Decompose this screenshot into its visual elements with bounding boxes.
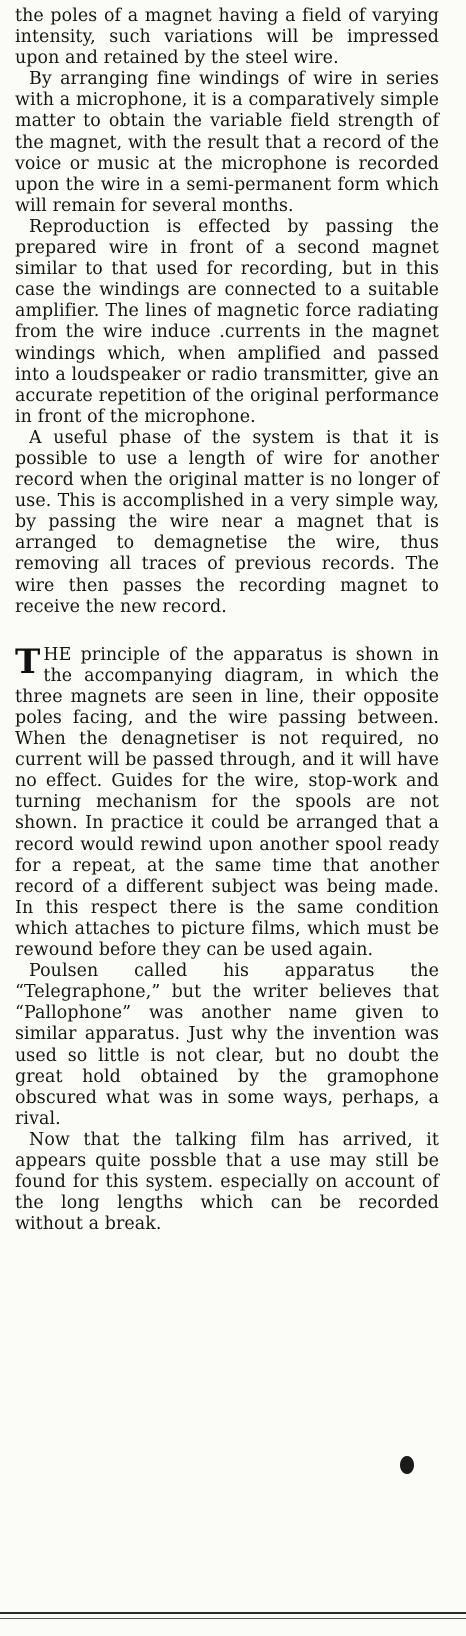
article-column <box>15 6 439 1235</box>
bottom-rule-thin <box>0 1618 466 1619</box>
section-break <box>15 618 439 645</box>
ink-blot <box>400 1456 414 1474</box>
paragraph-7: Now that the talking film has arrived, it appears quite possble that a use may still be found for this system. especially on account of the long lengths which can be recorded without a break. <box>15 1129 439 1235</box>
bottom-rule <box>0 1612 466 1614</box>
paragraph-3: Reproduction is effected by passing the prepared wire in front of a second magnet similar to that used for recording, but in this case the windings are connected to a suitable amplifier. The lines of magnetic force radiating from the wire induce .currents in the magnet windings which, when amplified and passed into a loudspeaker or radio transmitter, give an accurate repetition of the original performance in front of the microphone. <box>15 216 439 427</box>
paragraph-4: A useful phase of the system is that it is possible to use a length of wire for another record when the original matter is no longer of use. This is accomplished in a very simple way, by passing the wire near a magnet that is arranged to demagnetise the wire, thus removing all traces of previous records. The wire then passes the recording magnet to receive the new record. <box>15 427 439 617</box>
drop-cap: T <box>15 641 41 682</box>
paragraph-6: Poulsen called his apparatus the “Telegraphone,” but the writer believes that “Pallophone” was another name given to similar apparatus. Just why the invention was used so little is not clear, but no doubt the great hold obtained by the gramophone obscured what was in some ways, perhaps, a rival. <box>15 961 439 1129</box>
paragraph-1: the poles of a magnet having a field of varying intensity, such variations will be impressed upon and retained by the steel wire. <box>15 6 439 69</box>
paragraph-5: HE principle of the apparatus is shown in the accompanying diagram, in which the three magnets are seen in line, their opposite poles facing, and the wire passing between. When the denagnetiser is not required, no current will be passed through, and it will have no effect. Guides for the wire, stop-work and turning mechanism for the spools are not shown. In practice it could be arranged that a record would rewind upon another spool ready for a repeat, at the same time that another record of a different subject was being made. In this respect there is the same condition which attaches to picture films, which must be rewound before they can be used again. <box>15 644 439 961</box>
paragraph-2: By arranging fine windings of wire in series with a microphone, it is a comparatively simple matter to obtain the variable field strength of the magnet, with the result that a record of the voice or music at the microphone is recorded upon the wire in a semi-permanent form which will remain for several months. <box>15 69 439 216</box>
paragraph-5-container <box>15 641 439 961</box>
